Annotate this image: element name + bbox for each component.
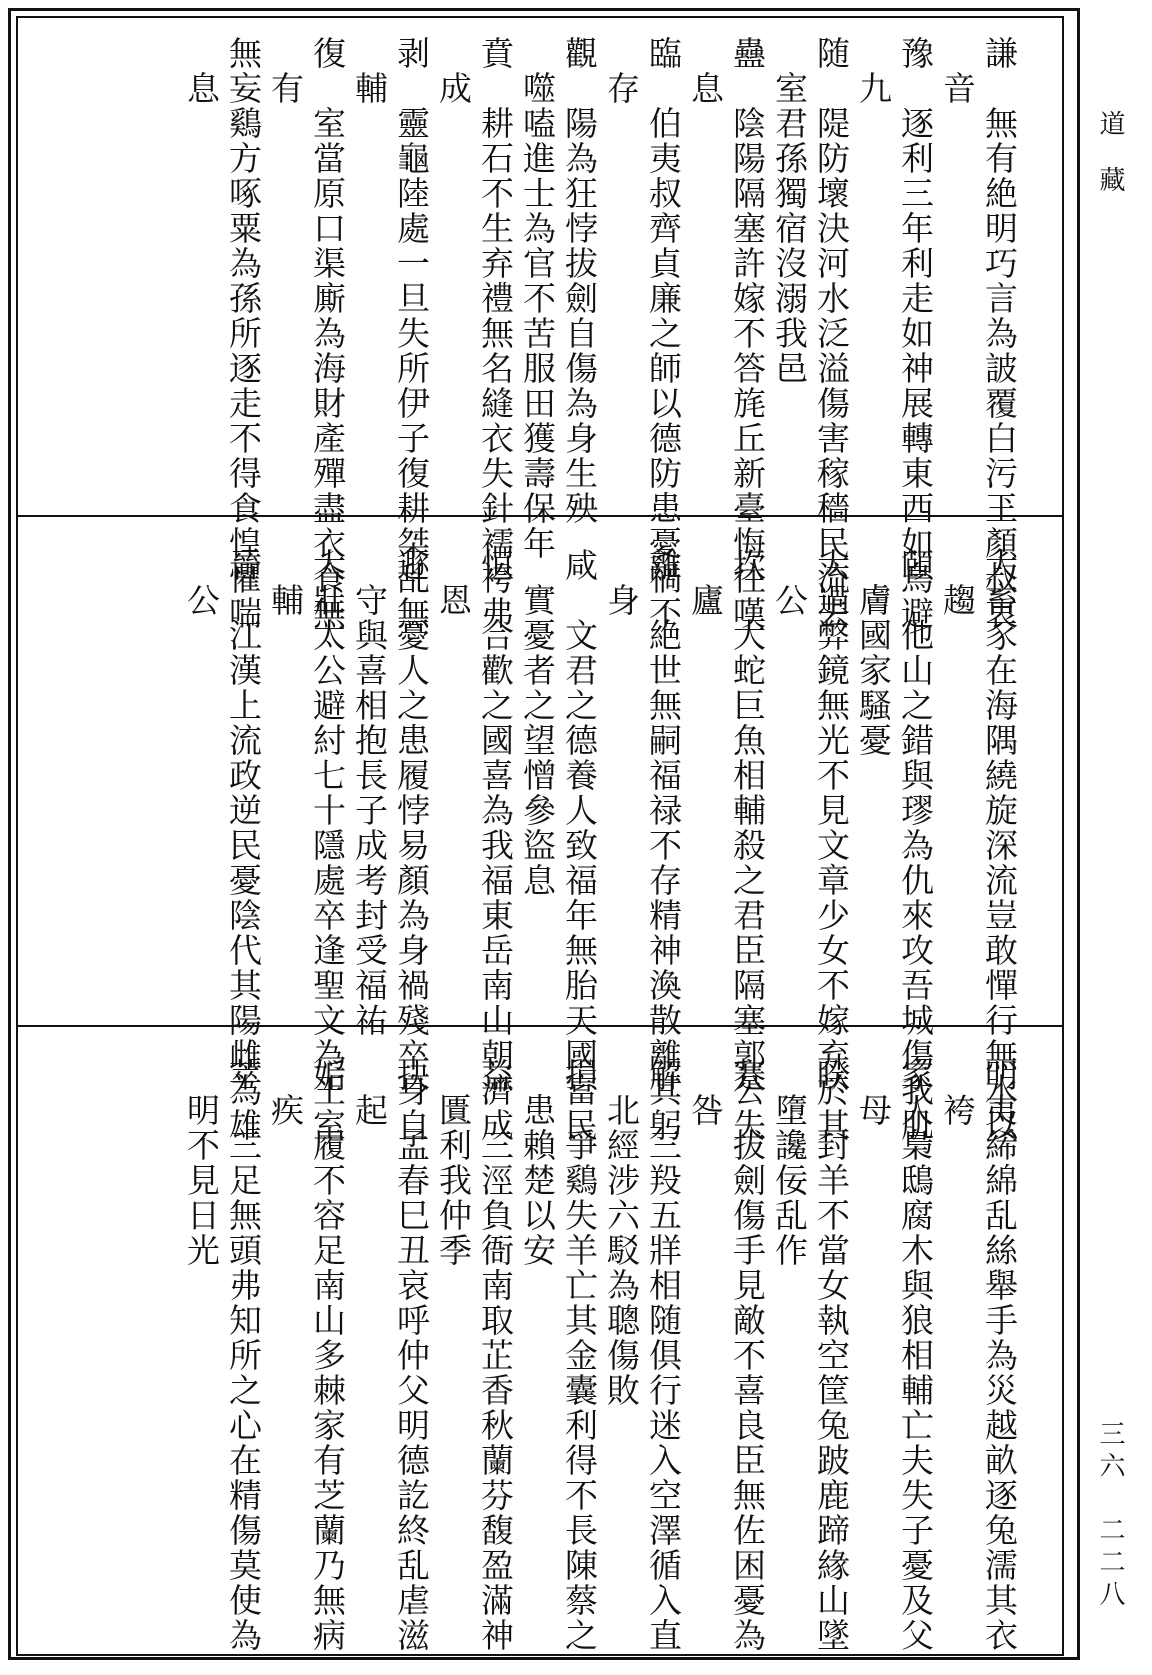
text-column: 離 絶世無嗣福禄不存精神渙散離其躬 [644, 548, 683, 1143]
text-column: 守與喜相抱長子成考封受福祐 [350, 548, 389, 1038]
text-column: 存 [602, 36, 641, 106]
text-column: 輔 [350, 36, 389, 106]
text-column: 坎 大蛇巨魚相輔殺之君臣隔塞郭公失 [728, 548, 767, 1143]
text-column: 姤 履不容足南山多棘家有芝蘭乃無病 [308, 1058, 347, 1653]
text-column: 頤 他山之錯與璆為仇來攻吾城傷我肌 [896, 548, 935, 1143]
text-column: 息 [182, 36, 221, 106]
text-column: 無妄鷄方啄粟為孫所逐走不得食惶懼喘 [224, 36, 263, 631]
text-column: 臨 伯夷叔齊貞廉之師以德防患憂禍不 [644, 36, 683, 631]
text-column: 損 爭鷄失羊亡其金囊利得不長陳蔡之 [560, 1058, 599, 1653]
text-column: 膚國家騷憂 [854, 548, 893, 758]
text-column: 實憂者之望憎參盜息 [518, 548, 557, 898]
text-column: 遯 憂人之患履悖易顏為身禍殘卒身自 [392, 548, 431, 1143]
text-column: 謙 無有絶明巧言為詖覆白污玊顏叔哀 [980, 36, 1019, 631]
text-column: 蹇 拔劍傷手見敵不喜良臣無佐困憂為 [728, 1058, 767, 1653]
text-column: 蠱 陰陽隔塞許嫁不答旄丘新臺悔往嘆 [728, 36, 767, 631]
text-column: 噬嗑進士為官不苦服田獲壽保年 [518, 36, 557, 561]
text-column: 大過弊鏡無光不見文章少女不嫁弃於其 [812, 548, 851, 1143]
text-column: 家人梟鴟腐木與狼相輔亡夫失子憂及父 [896, 1058, 935, 1653]
text-column: 益 三涇負衙南取芷香秋蘭芬馥盈滿神 [476, 1058, 515, 1653]
text-column: 成 [434, 36, 473, 106]
text-column: 母 [854, 1058, 893, 1128]
text-column: 息 [686, 36, 725, 106]
text-column: 袴 [938, 1058, 977, 1128]
text-column: 解 三羖五牂相随俱行迷入空澤循入直 [644, 1058, 683, 1653]
text-column: 公 [182, 548, 221, 618]
text-column: 恒 合歡之國喜為我福東岳南山朝濟成 [476, 548, 515, 1143]
text-column: 觀 陽為狂悖拔劍自傷為身生殃 [560, 36, 599, 526]
text-panel-middle [18, 548, 1062, 1143]
text-column: 復 室當原口渠廝為海財產殫盡衣食無 [308, 36, 347, 631]
text-column: 賁 耕石不生弃禮無名縫衣失針襦袴弗 [476, 36, 515, 631]
text-column: 疾 [266, 1058, 305, 1128]
text-column: 明夷絺綿乱絲舉手為災越畝逐兔濡其衣 [980, 1058, 1019, 1653]
text-column: 大畜豕在海隅繞旋深流豈敢憚行無水以 [980, 548, 1019, 1143]
text-column: 公 [770, 548, 809, 618]
text-column: 九 [854, 36, 893, 106]
text-column: 輔 [266, 548, 305, 618]
text-column: 明不見日光 [182, 1058, 221, 1268]
page-number: 三六 二二八 [1095, 1420, 1125, 1612]
text-column: 匱利我仲季 [434, 1058, 473, 1268]
text-column: 抉 孟春巳丑哀呼仲父明德訖終乱虐滋 [392, 1058, 431, 1653]
text-panel-top [18, 36, 1062, 631]
text-column: 恩 [434, 548, 473, 618]
text-column: 患賴楚以安 [518, 1058, 557, 1268]
text-column: 萃 三足無頭弗知所之心在精傷莫使為 [224, 1058, 263, 1653]
text-column: 墮讒佞乱作 [770, 1058, 809, 1268]
text-column: 剥 靈龜陸處一旦失所伊子復耕桀乱無 [392, 36, 431, 631]
text-column: 晉 江漢上流政逆民憂陰代其陽雌為雄 [224, 548, 263, 1143]
text-column: 室君孫獨宿沒溺我邑 [770, 36, 809, 386]
text-column: 咎 [686, 1058, 725, 1128]
text-column: 廬 [686, 548, 725, 618]
text-column: 起 [350, 1058, 389, 1128]
text-column: 趨 [938, 548, 977, 618]
text-column: 咸 文君之德養人致福年無胎天國富民 [560, 548, 599, 1143]
text-panel-bottom [18, 1058, 1062, 1653]
text-column: 北經涉六駁為聰傷敗 [602, 1058, 641, 1408]
book-title: 道藏 [1095, 110, 1125, 222]
text-column: 睽 封羊不當女執空筐兔跛鹿蹄緣山墜 [812, 1058, 851, 1653]
text-column: 音 [938, 36, 977, 106]
text-column: 大壯太公避紂七十隱處卒逢聖文為王室 [308, 548, 347, 1143]
text-column: 身 [602, 548, 641, 618]
text-column: 豫 逐利三年利走如神展轉東西如鳥避 [896, 36, 935, 631]
text-column: 随 隄防壞決河水泛溢傷害稼穡民流去 [812, 36, 851, 631]
text-column: 有 [266, 36, 305, 106]
